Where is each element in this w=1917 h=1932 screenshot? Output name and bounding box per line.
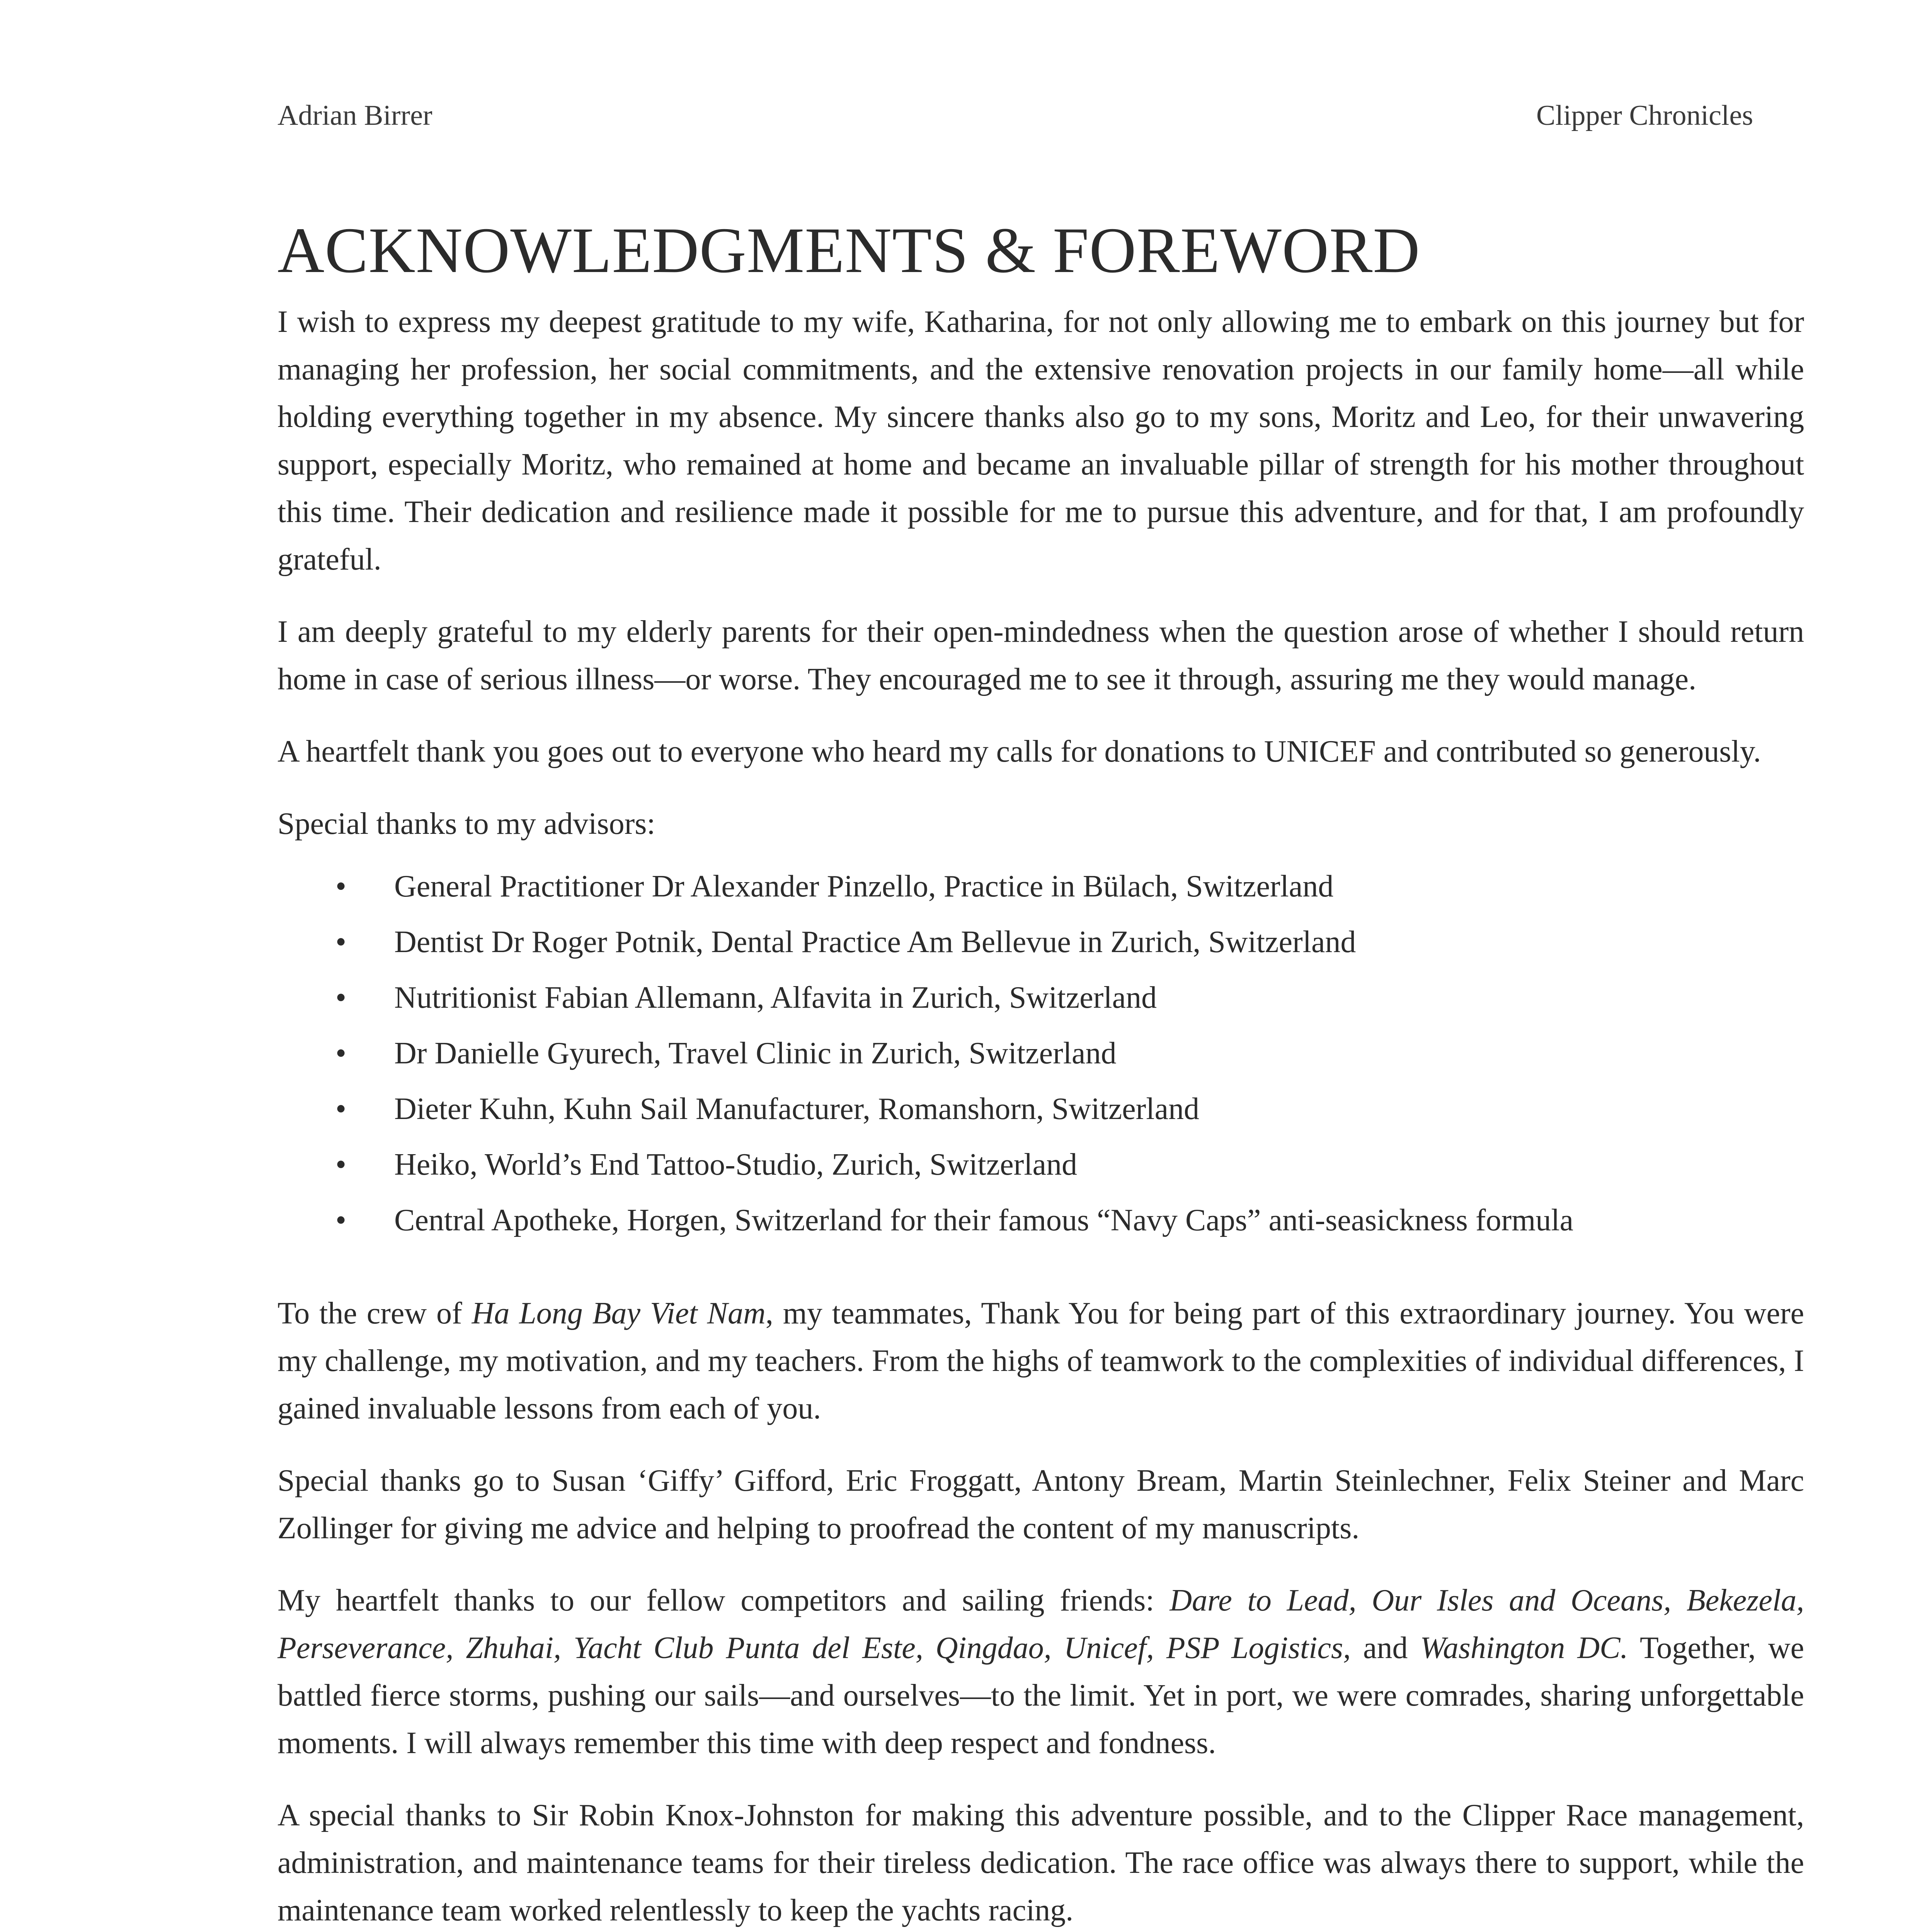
competitors-text-after: Together, we battled fierce storms, pushing our sails—and ourselves—to the limit. Yet in port, we were comrades, sharing unforgettable moments. I will always remember this time with deep respect and fondness. [278,1631,1805,1760]
list-item [278,970,1804,1026]
bullet-icon: • [335,1148,347,1182]
competitor-last-boat: Washington DC. [1420,1631,1628,1665]
crew-text-before: To the crew of [278,1296,472,1331]
bullet-icon: • [335,981,347,1015]
paragraph-gratitude-parents: I am deeply grateful to my elderly parents for their open-mindedness when the question arose of whether I should return home in case of serious illness—or worse. They encouraged me to see it through, assuring me they would manage. [278,615,1804,697]
advisor-text: Central Apotheke, Horgen, Switzerland for their famous “Navy Caps” anti-seasickness formula [394,1203,1573,1238]
bullet-icon: • [335,925,347,959]
paragraph-unicef-donations: A heartfelt thank you goes out to everyone who heard my calls for donations to UNICEF and contributed so generously. [278,735,1761,769]
paragraph-proofreaders: Special thanks go to Susan ‘Giffy’ Gifford, Eric Froggatt, Antony Bream, Martin Steinlechner, Felix Steiner and Marc Zollinger for giving me advice and helping to proofread the content of my manuscripts. [278,1464,1804,1546]
paragraph-crew-thanks [278,1290,1804,1432]
advisor-text: Dentist Dr Roger Potnik, Dental Practice Am Bellevue in Zurich, Switzerland [394,925,1356,959]
advisor-text: Heiko, World’s End Tattoo-Studio, Zurich, Switzerland [394,1148,1077,1182]
list-item [278,1026,1804,1081]
advisor-text: Dieter Kuhn, Kuhn Sail Manufacturer, Romanshorn, Switzerland [394,1092,1199,1126]
page-title: ACKNOWLEDGMENTS & FOREWORD [278,214,1420,286]
competitors-text-before: My heartfelt thanks to our fellow competitors and sailing friends: [278,1583,1170,1618]
paragraph-closing-thanks: A special thanks to Sir Robin Knox-Johnston for making this adventure possible, and to the Clipper Race management, administration, and maintenance teams for their tireless dedication. The race office was always there to support, while the maintenance team worked relentlessly to keep the yachts racing. [278,1798,1804,1928]
list-item [278,914,1804,970]
header-author: Adrian Birrer [278,100,432,131]
boat-name: Ha Long Bay Viet Nam [472,1296,766,1331]
bullet-icon: • [335,869,347,904]
advisors-list [278,848,1804,1248]
paragraph-gratitude-family: I wish to express my deepest gratitude to my wife, Katharina, for not only allowing me to embark on this journey but for managing her profession, her social commitments, and the extensive renovation projects in our family home—all while holding everything together in my absence. My sincere thanks also go to my sons, Moritz and Leo, for their unwavering support, especially Moritz, who remained at home and became an invaluable pillar of strength for his mother throughout this time. Their dedication and resilience made it possible for me to pursue this adventure, and for that, I am profoundly grateful. [278,305,1804,577]
competitor-boat-names: Dare to Lead, Our Isles and Oceans, Bekezela, Perseverance, Zhuhai, Yacht Club Punta del Este, Qingdao, Unicef, PSP Logistics, [278,1583,1805,1665]
running-header [278,101,1753,130]
list-item [278,1192,1804,1248]
bullet-icon: • [335,1092,347,1126]
page-content [278,216,1804,1932]
advisor-text: Dr Danielle Gyurech, Travel Clinic in Zurich, Switzerland [394,1036,1117,1071]
advisor-text: General Practitioner Dr Alexander Pinzello, Practice in Bülach, Switzerland [394,869,1334,904]
header-book-title: Clipper Chronicles [1536,100,1753,131]
competitors-conjunction: and [1350,1631,1420,1665]
bullet-icon: • [335,1036,347,1071]
paragraph-competitors [278,1577,1804,1767]
list-item [278,1081,1804,1137]
crew-text-after: , my teammates, Thank You for being part of this extraordinary journey. You were my challenge, my motivation, and my teachers. From the highs of teamwork to the complexities of individual differences, I gained invaluable lessons from each of you. [278,1296,1804,1426]
list-item [278,1137,1804,1192]
paragraph-advisors-intro: Special thanks to my advisors: [278,807,655,841]
list-item [278,859,1804,914]
bullet-icon: • [335,1203,347,1238]
advisor-text: Nutritionist Fabian Allemann, Alfavita in Zurich, Switzerland [394,981,1157,1015]
